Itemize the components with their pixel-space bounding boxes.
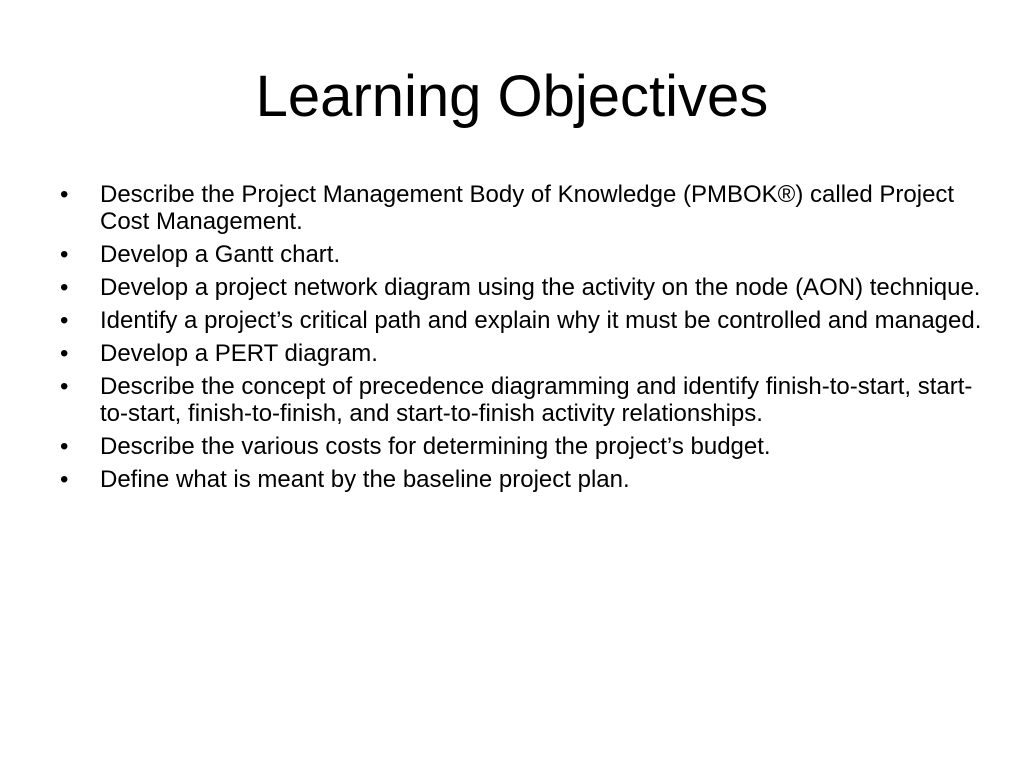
bullet-text: Describe the various costs for determining the project’s budget. xyxy=(100,433,771,460)
bullet-icon: • xyxy=(60,433,69,460)
bullet-item xyxy=(60,181,990,235)
bullet-item xyxy=(60,466,990,493)
bullet-icon: • xyxy=(60,466,69,493)
bullet-list xyxy=(60,181,990,499)
bullet-item xyxy=(60,274,990,301)
bullet-text: Develop a project network diagram using the activity on the node (AON) technique. xyxy=(100,274,981,301)
bullet-text: Develop a Gantt chart. xyxy=(100,241,341,268)
bullet-text: Describe the Project Management Body of Knowledge (PMBOK®) called Project Cost Management. xyxy=(100,181,955,235)
bullet-item xyxy=(60,340,990,367)
bullet-text: Identify a project’s critical path and explain why it must be controlled and managed. xyxy=(100,307,982,334)
bullet-text: Develop a PERT diagram. xyxy=(100,340,378,367)
bullet-icon: • xyxy=(60,340,69,367)
bullet-text: Define what is meant by the baseline project plan. xyxy=(100,466,630,493)
bullet-icon: • xyxy=(60,373,69,400)
bullet-item xyxy=(60,241,990,268)
bullet-text: Describe the concept of precedence diagramming and identify finish-to-start, start-to-start, finish-to-finish, and start-to-finish activity relationships. xyxy=(100,373,973,427)
bullet-item xyxy=(60,433,990,460)
bullet-icon: • xyxy=(60,241,69,268)
bullet-icon: • xyxy=(60,274,69,301)
bullet-icon: • xyxy=(60,307,69,334)
bullet-item xyxy=(60,307,990,334)
bullet-item xyxy=(60,373,990,427)
slide-title: Learning Objectives xyxy=(255,64,769,129)
bullet-icon: • xyxy=(60,181,69,208)
